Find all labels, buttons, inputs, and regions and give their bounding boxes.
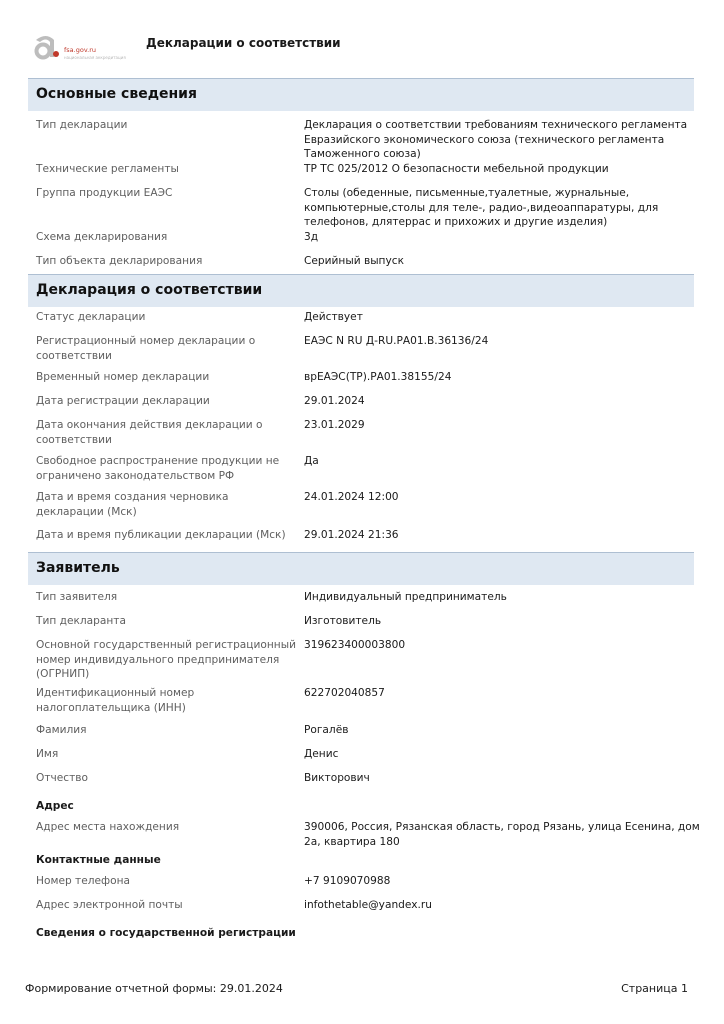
section-header-applicant — [28, 552, 694, 585]
field-value: 23.01.2029 — [304, 419, 365, 431]
field-value: ЕАЭС N RU Д-RU.РА01.В.36136/24 — [304, 335, 489, 347]
logo-subtext: национальная аккредитация — [64, 55, 126, 60]
page-title: Декларации о соответствии — [146, 36, 341, 50]
footer-page-number: Страница 1 — [621, 982, 688, 995]
field-value: врЕАЭС(ТР).РА01.38155/24 — [304, 371, 452, 383]
field-label: Тип декларанта — [36, 615, 126, 627]
subsection-heading-address: Адрес — [36, 800, 74, 812]
field-value: Декларация о соответствии требованиям технического регламента Евразийского экономического союза (технического регламента Таможенного союза) — [304, 119, 688, 160]
section-title: Основные сведения — [36, 86, 197, 102]
section-header-basic — [28, 78, 694, 111]
field-value: Да — [304, 455, 319, 467]
fsa-logo — [30, 28, 140, 68]
field-label: Отчество — [36, 772, 89, 784]
field-label: Технические регламенты — [36, 163, 179, 175]
field-value: Денис — [304, 748, 339, 760]
field-label: Номер телефона — [36, 875, 130, 887]
section-title: Заявитель — [36, 560, 120, 576]
field-label: Фамилия — [36, 724, 87, 736]
field-value: Индивидуальный предприниматель — [304, 591, 507, 603]
field-label: Тип объекта декларирования — [36, 255, 203, 267]
field-value: Действует — [304, 311, 363, 323]
field-value: Столы (обеденные, письменные,туалетные, журнальные, компьютерные,столы для теле-, радио-,видеоаппаратуры, для телефонов, длятеррас и прихожих и другие изделия) — [304, 187, 659, 228]
field-label: Имя — [36, 748, 59, 760]
field-value: Серийный выпуск — [304, 255, 404, 267]
section-title: Декларация о соответствии — [36, 282, 263, 298]
field-value: 622702040857 — [304, 687, 385, 699]
field-label: Идентификационный номер налогоплательщика (ИНН) — [36, 687, 195, 714]
field-label: Основной государственный регистрационный номер индивидуального предпринимателя (ОГРНИП) — [36, 639, 296, 680]
field-label: Дата окончания действия декларации о соответствии — [36, 419, 263, 446]
logo-text: fsa.gov.ru — [64, 46, 97, 54]
field-label: Дата и время создания черновика декларации (Мск) — [36, 491, 229, 518]
subsection-heading-contacts: Контактные данные — [36, 854, 161, 866]
field-label: Тип заявителя — [36, 591, 118, 603]
field-label: Адрес электронной почты — [36, 899, 183, 911]
field-value: 390006, Россия, Рязанская область, город Рязань, улица Есенина, дом 2а, квартира 180 — [304, 821, 700, 848]
field-label: Свободное распространение продукции не ограничено законодательством РФ — [36, 455, 280, 482]
field-label: Дата и время публикации декларации (Мск) — [36, 529, 286, 541]
field-label: Группа продукции ЕАЭС — [36, 187, 173, 199]
subsection-heading-registration: Сведения о государственной регистрации — [36, 927, 296, 939]
field-value: +7 9109070988 — [304, 875, 391, 887]
field-value: 24.01.2024 12:00 — [304, 491, 399, 503]
field-label: Статус декларации — [36, 311, 146, 323]
fsa-logo-icon — [33, 32, 59, 62]
field-label: Регистрационный номер декларации о соответствии — [36, 335, 256, 362]
field-value: 29.01.2024 — [304, 395, 365, 407]
section-header-declaration — [28, 274, 694, 307]
field-label: Тип декларации — [36, 119, 128, 131]
footer-generated-date: Формирование отчетной формы: 29.01.2024 — [25, 982, 283, 995]
field-value: Рогалёв — [304, 724, 349, 736]
field-label: Дата регистрации декларации — [36, 395, 210, 407]
field-label: Адрес места нахождения — [36, 821, 180, 833]
field-value: infothetable@yandex.ru — [304, 899, 432, 911]
field-value: 29.01.2024 21:36 — [304, 529, 399, 541]
field-value: Викторович — [304, 772, 370, 784]
field-label: Временный номер декларации — [36, 371, 210, 383]
field-label: Схема декларирования — [36, 231, 168, 243]
field-value: 3д — [304, 231, 319, 243]
document-header — [30, 28, 694, 72]
field-value: Изготовитель — [304, 615, 382, 627]
field-value: ТР ТС 025/2012 О безопасности мебельной продукции — [304, 163, 609, 175]
field-value: 319623400003800 — [304, 639, 406, 651]
